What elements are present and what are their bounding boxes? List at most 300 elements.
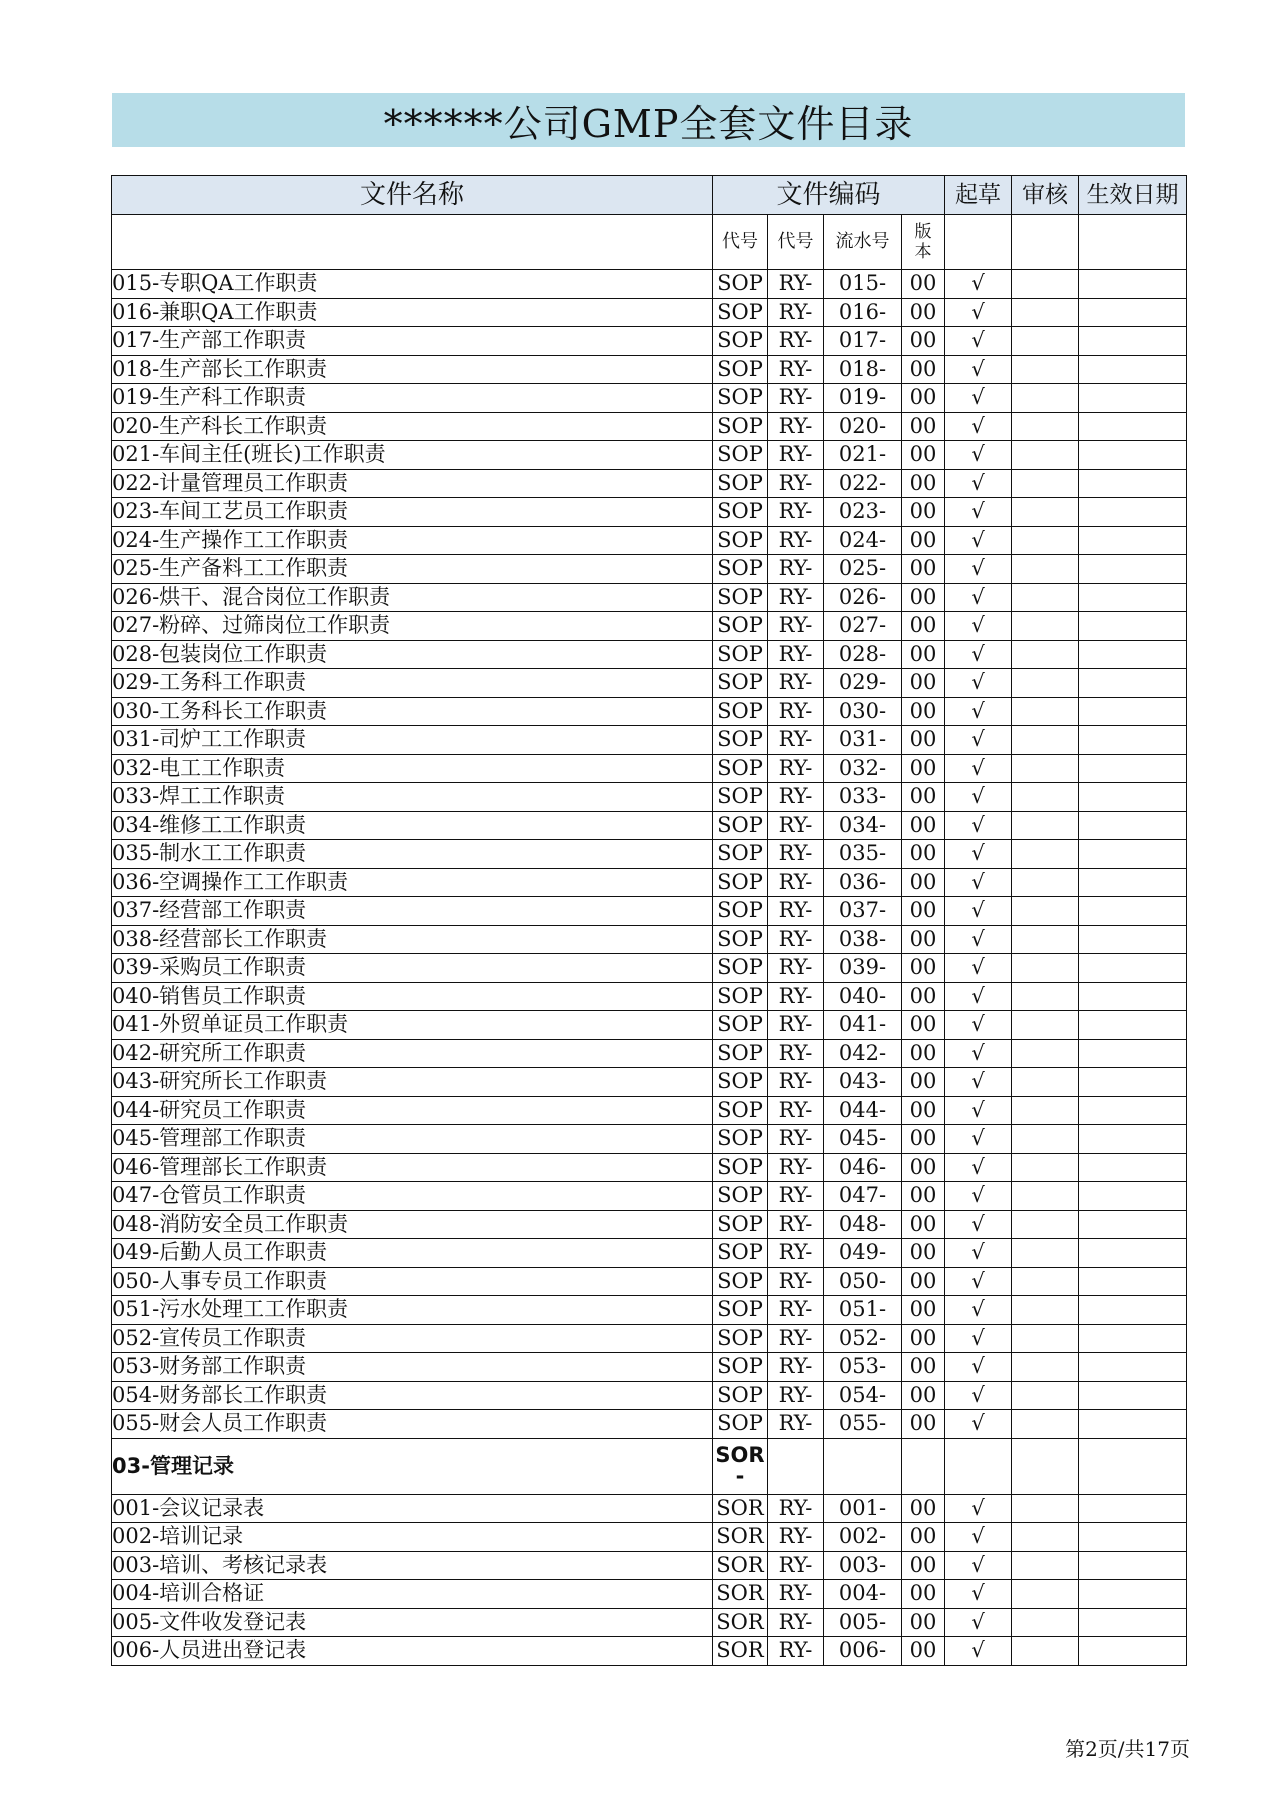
table-row [112,526,1187,555]
file-name-cell: 040-销售员工作职责 [112,982,713,1011]
version-cell: 00 [902,355,945,384]
version-cell: 00 [902,754,945,783]
review-cell [1012,355,1079,384]
code-b-cell: RY- [768,1637,824,1666]
effective-date-cell [1079,1125,1187,1154]
serial-cell: 021- [824,441,902,470]
effective-date-cell [1079,754,1187,783]
code-b-cell: RY- [768,1551,824,1580]
code-a-cell: SOP [713,612,768,641]
review-cell [1012,1153,1079,1182]
code-a-cell: SOP [713,526,768,555]
table-row [112,1608,1187,1637]
review-cell [1012,1410,1079,1439]
effective-date-cell [1079,298,1187,327]
serial-cell: 053- [824,1353,902,1382]
review-cell [1012,1239,1079,1268]
serial-cell: 033- [824,783,902,812]
code-a-cell: SOP [713,868,768,897]
table-row [112,1523,1187,1552]
draft-check-cell: √ [945,384,1012,413]
effective-date-cell [1079,384,1187,413]
table-row [112,897,1187,926]
draft-check-cell: √ [945,1239,1012,1268]
section-row [112,1438,1187,1494]
file-name-cell: 045-管理部工作职责 [112,1125,713,1154]
code-b-cell: RY- [768,1410,824,1439]
version-cell: 00 [902,726,945,755]
code-b-cell: RY- [768,1153,824,1182]
subheader-blank [1079,215,1187,270]
file-name-cell: 044-研究员工作职责 [112,1096,713,1125]
effective-date-cell [1079,612,1187,641]
file-name-cell: 051-污水处理工工作职责 [112,1296,713,1325]
draft-check-cell: √ [945,1324,1012,1353]
version-cell: 00 [902,868,945,897]
subheader-row [112,215,1187,270]
serial-cell: 018- [824,355,902,384]
effective-date-cell [1079,441,1187,470]
effective-date-cell [1079,640,1187,669]
code-a-cell: SOP [713,726,768,755]
file-name-cell: 053-财务部工作职责 [112,1353,713,1382]
code-b-cell: RY- [768,925,824,954]
draft-check-cell: √ [945,1068,1012,1097]
code-a-cell: SOP [713,1324,768,1353]
review-cell [1012,412,1079,441]
draft-check-cell: √ [945,469,1012,498]
serial-cell: 027- [824,612,902,641]
file-name-cell: 029-工务科工作职责 [112,669,713,698]
draft-check-cell: √ [945,327,1012,356]
review-cell [1012,1125,1079,1154]
file-name-cell: 043-研究所长工作职责 [112,1068,713,1097]
code-a-cell: SOP [713,1182,768,1211]
review-cell [1012,640,1079,669]
draft-check-cell: √ [945,270,1012,299]
review-cell [1012,669,1079,698]
version-cell: 00 [902,1296,945,1325]
draft-check-cell: √ [945,1096,1012,1125]
serial-cell: 047- [824,1182,902,1211]
file-name-cell: 002-培训记录 [112,1523,713,1552]
table-row [112,1381,1187,1410]
file-name-cell: 031-司炉工工作职责 [112,726,713,755]
table-row [112,669,1187,698]
version-cell: 00 [902,1324,945,1353]
file-name-cell: 001-会议记录表 [112,1494,713,1523]
table-row [112,298,1187,327]
serial-cell: 017- [824,327,902,356]
header-file-code: 文件编码 [713,176,945,215]
file-name-cell: 050-人事专员工作职责 [112,1267,713,1296]
effective-date-cell [1079,1039,1187,1068]
file-name-cell: 019-生产科工作职责 [112,384,713,413]
code-a-cell: SOR [713,1637,768,1666]
effective-date-cell [1079,498,1187,527]
effective-date-cell [1079,982,1187,1011]
draft-check-cell: √ [945,925,1012,954]
review-cell [1012,298,1079,327]
code-b-cell: RY- [768,412,824,441]
table-row [112,1182,1187,1211]
file-name-cell: 016-兼职QA工作职责 [112,298,713,327]
version-cell: 00 [902,270,945,299]
section-blank-cell [902,1438,945,1494]
draft-check-cell: √ [945,298,1012,327]
table-row [112,954,1187,983]
header-row [112,176,1187,215]
table-row [112,1551,1187,1580]
code-a-cell: SOP [713,897,768,926]
review-cell [1012,1523,1079,1552]
draft-check-cell: √ [945,1011,1012,1040]
code-a-cell: SOP [713,925,768,954]
code-b-cell: RY- [768,1296,824,1325]
review-cell [1012,1353,1079,1382]
file-name-cell: 025-生产备料工工作职责 [112,555,713,584]
code-a-cell: SOP [713,1096,768,1125]
effective-date-cell [1079,1410,1187,1439]
table-row [112,469,1187,498]
code-a-cell: SOP [713,555,768,584]
effective-date-cell [1079,1580,1187,1609]
serial-cell: 004- [824,1580,902,1609]
effective-date-cell [1079,469,1187,498]
serial-cell: 015- [824,270,902,299]
section-title: 03-管理记录 [112,1438,713,1494]
draft-check-cell: √ [945,982,1012,1011]
code-b-cell: RY- [768,1182,824,1211]
version-cell: 00 [902,612,945,641]
file-name-cell: 026-烘干、混合岗位工作职责 [112,583,713,612]
version-cell: 00 [902,640,945,669]
version-label: 版本 [914,221,932,262]
effective-date-cell [1079,1210,1187,1239]
table-row [112,1039,1187,1068]
table-row [112,1068,1187,1097]
draft-check-cell: √ [945,355,1012,384]
code-a-cell: SOP [713,754,768,783]
version-cell: 00 [902,1381,945,1410]
review-cell [1012,1267,1079,1296]
effective-date-cell [1079,925,1187,954]
file-name-cell: 018-生产部长工作职责 [112,355,713,384]
table-row [112,783,1187,812]
effective-date-cell [1079,697,1187,726]
review-cell [1012,469,1079,498]
table-row [112,1296,1187,1325]
draft-check-cell: √ [945,697,1012,726]
code-b-cell: RY- [768,1324,824,1353]
serial-cell: 043- [824,1068,902,1097]
file-name-cell: 023-车间工艺员工作职责 [112,498,713,527]
code-a-cell: SOP [713,1267,768,1296]
code-a-cell: SOP [713,669,768,698]
table-row [112,1324,1187,1353]
code-b-cell: RY- [768,897,824,926]
table-row [112,355,1187,384]
version-cell: 00 [902,298,945,327]
effective-date-cell [1079,1608,1187,1637]
draft-check-cell: √ [945,498,1012,527]
code-a-cell: SOP [713,1296,768,1325]
serial-cell: 031- [824,726,902,755]
draft-check-cell: √ [945,555,1012,584]
review-cell [1012,526,1079,555]
serial-cell: 005- [824,1608,902,1637]
table-row [112,754,1187,783]
code-b-cell: RY- [768,327,824,356]
table-row [112,1410,1187,1439]
code-a-cell: SOP [713,1239,768,1268]
table-row [112,811,1187,840]
file-name-cell: 039-采购员工作职责 [112,954,713,983]
draft-check-cell: √ [945,583,1012,612]
review-cell [1012,1381,1079,1410]
review-cell [1012,925,1079,954]
review-cell [1012,811,1079,840]
code-b-cell: RY- [768,1039,824,1068]
code-b-cell: RY- [768,982,824,1011]
file-name-cell: 004-培训合格证 [112,1580,713,1609]
section-blank-cell [1079,1438,1187,1494]
table-row [112,868,1187,897]
review-cell [1012,697,1079,726]
file-name-cell: 055-财会人员工作职责 [112,1410,713,1439]
header-file-name: 文件名称 [112,176,713,215]
section-code: SOR [715,1443,765,1467]
file-name-cell: 027-粉碎、过筛岗位工作职责 [112,612,713,641]
review-cell [1012,270,1079,299]
effective-date-cell [1079,1153,1187,1182]
table-row [112,1353,1187,1382]
code-a-cell: SOR [713,1551,768,1580]
serial-cell: 051- [824,1296,902,1325]
serial-cell: 029- [824,669,902,698]
code-b-cell: RY- [768,811,824,840]
review-cell [1012,754,1079,783]
table-row [112,1125,1187,1154]
code-a-cell: SOR [713,1523,768,1552]
effective-date-cell [1079,1381,1187,1410]
serial-cell: 035- [824,840,902,869]
code-b-cell: RY- [768,441,824,470]
code-b-cell: RY- [768,384,824,413]
code-a-cell: SOP [713,270,768,299]
code-b-cell: RY- [768,954,824,983]
section-code-suffix: - [735,1464,745,1488]
file-name-cell: 038-经营部长工作职责 [112,925,713,954]
effective-date-cell [1079,355,1187,384]
serial-cell: 020- [824,412,902,441]
table-row [112,925,1187,954]
draft-check-cell: √ [945,1608,1012,1637]
table-row [112,1239,1187,1268]
draft-check-cell: √ [945,1353,1012,1382]
code-a-cell: SOP [713,697,768,726]
header-draft: 起草 [945,176,1012,215]
file-name-cell: 042-研究所工作职责 [112,1039,713,1068]
effective-date-cell [1079,327,1187,356]
table-row [112,612,1187,641]
effective-date-cell [1079,868,1187,897]
file-name-cell: 020-生产科长工作职责 [112,412,713,441]
section-blank-cell [768,1438,824,1494]
review-cell [1012,1182,1079,1211]
serial-cell: 023- [824,498,902,527]
code-b-cell: RY- [768,1494,824,1523]
effective-date-cell [1079,1523,1187,1552]
review-cell [1012,1068,1079,1097]
serial-cell: 036- [824,868,902,897]
draft-check-cell: √ [945,612,1012,641]
version-cell: 00 [902,1182,945,1211]
file-name-cell: 046-管理部长工作职责 [112,1153,713,1182]
effective-date-cell [1079,270,1187,299]
serial-cell: 042- [824,1039,902,1068]
draft-check-cell: √ [945,1153,1012,1182]
code-a-cell: SOP [713,298,768,327]
table-row [112,1210,1187,1239]
code-a-cell: SOP [713,954,768,983]
table-row [112,726,1187,755]
version-cell: 00 [902,1410,945,1439]
version-cell: 00 [902,469,945,498]
review-cell [1012,1580,1079,1609]
draft-check-cell: √ [945,726,1012,755]
code-a-cell: SOP [713,1125,768,1154]
serial-cell: 054- [824,1381,902,1410]
file-name-cell: 035-制水工工作职责 [112,840,713,869]
review-cell [1012,327,1079,356]
version-cell: 00 [902,697,945,726]
effective-date-cell [1079,840,1187,869]
serial-cell: 041- [824,1011,902,1040]
table-row [112,384,1187,413]
code-a-cell: SOP [713,355,768,384]
review-cell [1012,1011,1079,1040]
version-cell: 00 [902,555,945,584]
effective-date-cell [1079,811,1187,840]
version-cell: 00 [902,1239,945,1268]
effective-date-cell [1079,1353,1187,1382]
code-a-cell: SOP [713,1353,768,1382]
effective-date-cell [1079,555,1187,584]
table-row [112,1153,1187,1182]
file-name-cell: 054-财务部长工作职责 [112,1381,713,1410]
table-row [112,1580,1187,1609]
draft-check-cell: √ [945,669,1012,698]
draft-check-cell: √ [945,441,1012,470]
draft-check-cell: √ [945,1523,1012,1552]
serial-cell: 030- [824,697,902,726]
version-cell: 00 [902,1494,945,1523]
code-b-cell: RY- [768,498,824,527]
subheader-serial: 流水号 [824,215,902,270]
version-cell: 00 [902,1068,945,1097]
code-b-cell: RY- [768,1580,824,1609]
section-blank-cell [945,1438,1012,1494]
version-cell: 00 [902,897,945,926]
code-b-cell: RY- [768,1608,824,1637]
review-cell [1012,498,1079,527]
code-b-cell: RY- [768,1096,824,1125]
serial-cell: 039- [824,954,902,983]
version-cell: 00 [902,669,945,698]
table-row [112,640,1187,669]
code-a-cell: SOR [713,1608,768,1637]
draft-check-cell: √ [945,954,1012,983]
table-row [112,1096,1187,1125]
review-cell [1012,840,1079,869]
effective-date-cell [1079,1068,1187,1097]
serial-cell: 022- [824,469,902,498]
effective-date-cell [1079,1011,1187,1040]
review-cell [1012,1494,1079,1523]
code-a-cell: SOP [713,1210,768,1239]
review-cell [1012,384,1079,413]
version-cell: 00 [902,1125,945,1154]
subheader-blank [112,215,713,270]
effective-date-cell [1079,1267,1187,1296]
review-cell [1012,1096,1079,1125]
serial-cell: 050- [824,1267,902,1296]
code-a-cell: SOP [713,469,768,498]
serial-cell: 046- [824,1153,902,1182]
code-b-cell: RY- [768,726,824,755]
draft-check-cell: √ [945,1125,1012,1154]
section-blank-cell [824,1438,902,1494]
file-name-cell: 015-专职QA工作职责 [112,270,713,299]
code-a-cell: SOP [713,1011,768,1040]
code-a-cell: SOP [713,840,768,869]
file-name-cell: 047-仓管员工作职责 [112,1182,713,1211]
review-cell [1012,726,1079,755]
serial-cell: 032- [824,754,902,783]
file-name-cell: 021-车间主任(班长)工作职责 [112,441,713,470]
effective-date-cell [1079,1324,1187,1353]
code-a-cell: SOP [713,583,768,612]
file-name-cell: 017-生产部工作职责 [112,327,713,356]
code-b-cell: RY- [768,1523,824,1552]
code-a-cell: SOP [713,412,768,441]
serial-cell: 016- [824,298,902,327]
section-blank-cell [1012,1438,1079,1494]
serial-cell: 003- [824,1551,902,1580]
section-code-cell [713,1438,768,1494]
code-b-cell: RY- [768,783,824,812]
code-b-cell: RY- [768,669,824,698]
table-row [112,1011,1187,1040]
review-cell [1012,783,1079,812]
draft-check-cell: √ [945,1267,1012,1296]
draft-check-cell: √ [945,1182,1012,1211]
code-b-cell: RY- [768,355,824,384]
table-row [112,412,1187,441]
file-name-cell: 037-经营部工作职责 [112,897,713,926]
review-cell [1012,612,1079,641]
code-a-cell: SOP [713,1153,768,1182]
file-name-cell: 034-维修工工作职责 [112,811,713,840]
draft-check-cell: √ [945,783,1012,812]
version-cell: 00 [902,925,945,954]
version-cell: 00 [902,1153,945,1182]
serial-cell: 026- [824,583,902,612]
serial-cell: 037- [824,897,902,926]
code-a-cell: SOP [713,811,768,840]
effective-date-cell [1079,954,1187,983]
